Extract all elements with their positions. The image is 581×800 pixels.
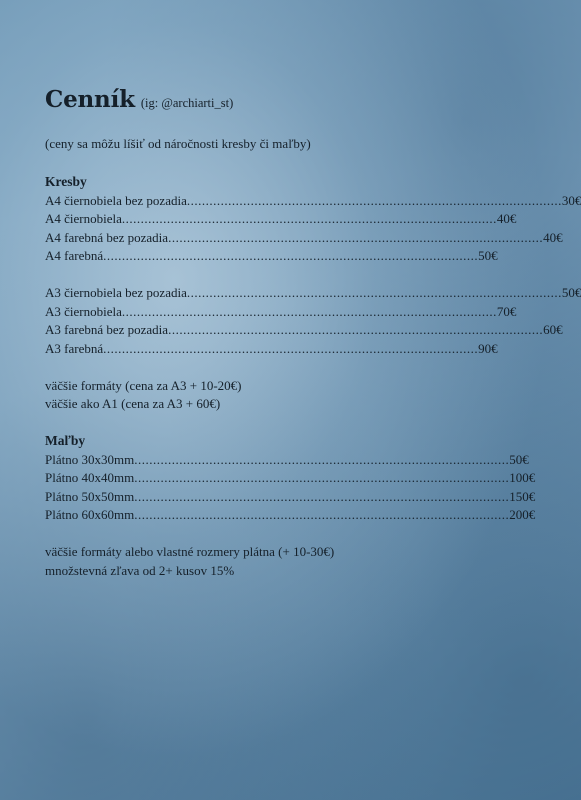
page-title: Cenník <box>45 86 135 113</box>
malby-extra-note: množstevná zľava od 2+ kusov 15% <box>45 562 235 578</box>
item-price: 60€ <box>543 322 563 337</box>
price-list <box>45 86 581 580</box>
section-heading-malby: Maľby <box>45 433 86 448</box>
item-label: Plátno 30x30mm <box>45 451 135 467</box>
leader-dots: .................................................................................................... <box>186 285 562 300</box>
price-row <box>45 321 563 340</box>
item-price: 90€ <box>478 340 498 356</box>
item-price: 150€ <box>509 488 536 504</box>
price-row <box>45 192 581 211</box>
kresby-a4-list <box>45 192 581 266</box>
item-price: 40€ <box>496 211 517 226</box>
price-row <box>45 506 536 525</box>
item-price: 50€ <box>561 285 581 300</box>
leader-dots: .................................................................................................... <box>134 451 510 467</box>
item-label: A4 čiernobiela <box>45 211 122 226</box>
item-price: 70€ <box>496 303 517 319</box>
kresby-extra-note: väčšie ako A1 (cena za A3 + 60€) <box>45 396 221 411</box>
malby-list <box>45 451 536 525</box>
item-price: 50€ <box>478 248 498 263</box>
price-row <box>45 210 517 229</box>
leader-dots: .................................................................................................... <box>186 192 562 208</box>
price-row <box>45 303 517 322</box>
item-label: A4 farebná <box>45 248 104 263</box>
kresby-extra-note: väčšie formáty (cena za A3 + 10-20€) <box>45 377 242 393</box>
item-label: A3 čiernobiela bez pozadia <box>45 285 187 300</box>
price-row <box>45 229 563 248</box>
price-row <box>45 488 536 507</box>
price-row <box>45 451 529 470</box>
title-row <box>45 86 365 120</box>
section-heading-kresby: Kresby <box>45 174 87 189</box>
price-row <box>45 247 498 266</box>
leader-dots: .................................................................................................... <box>103 248 479 263</box>
leader-dots: .................................................................................................... <box>103 340 479 356</box>
item-label: A4 čiernobiela bez pozadia <box>45 192 187 208</box>
item-label: Plátno 50x50mm <box>45 488 135 504</box>
leader-dots: .................................................................................................... <box>168 322 544 337</box>
item-price: 50€ <box>509 451 529 467</box>
instagram-handle: (ig: @archiarti_st) <box>140 96 234 110</box>
item-label: A3 farebná bez pozadia <box>45 322 169 337</box>
item-label: A4 farebná bez pozadia <box>45 229 169 245</box>
item-label: A3 čiernobiela <box>45 303 122 319</box>
leader-dots: .................................................................................................... <box>134 470 510 485</box>
leader-dots: .................................................................................................... <box>121 211 497 226</box>
leader-dots: .................................................................................................... <box>121 303 497 319</box>
leader-dots: .................................................................................................... <box>168 229 544 245</box>
leader-dots: .................................................................................................... <box>134 488 510 504</box>
price-row <box>45 469 536 488</box>
item-price: 40€ <box>543 229 563 245</box>
item-price: 100€ <box>509 470 536 485</box>
price-row <box>45 284 581 303</box>
malby-extra-note: väčšie formáty alebo vlastné rozmery plátna (+ 10-30€) <box>45 544 335 559</box>
item-price: 30€ <box>561 192 581 208</box>
item-price: 200€ <box>509 507 536 522</box>
item-label: Plátno 40x40mm <box>45 470 135 485</box>
kresby-a3-list <box>45 284 581 358</box>
item-label: Plátno 60x60mm <box>45 507 135 522</box>
price-note: (ceny sa môžu líšiť od náročnosti kresby či maľby) <box>45 136 311 151</box>
leader-dots: .................................................................................................... <box>134 507 510 522</box>
price-row <box>45 340 498 359</box>
item-label: A3 farebná <box>45 340 104 356</box>
